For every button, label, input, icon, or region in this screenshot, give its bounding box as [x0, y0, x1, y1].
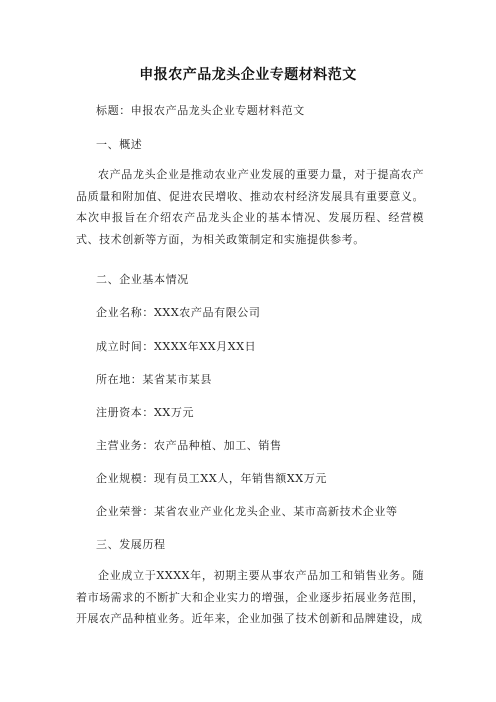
- basic-info-item: 注册资本：XX万元: [96, 406, 195, 419]
- basic-info-item: 成立时间：XXXX年XX月XX日: [96, 340, 257, 353]
- subtitle-line: 标题：申报农产品龙头企业专题材料范文: [96, 104, 305, 117]
- basic-info-item: 主营业务：农产品种植、加工、销售: [96, 439, 282, 452]
- basic-info-item: 企业荣誉：某省农业产业化龙头企业、某市高新技术企业等: [96, 505, 398, 518]
- overview-heading: 一、概述: [96, 138, 143, 151]
- basic-info-item: 企业规模：现有员工XX人，年销售额XX万元: [96, 472, 327, 485]
- basic-info-item: 所在地：某省某市某县: [96, 373, 212, 386]
- overview-paragraph: 农产品龙头企业是推动农业产业发展的重要力量，对于提高农产品质量和附加值、促进农民增收、推动农村经济发展具有重要意义。本次申报旨在介绍农产品龙头企业的基本情况、发展历程、经营模式、技术创新等方面，为相关政策制定和实施提供参考。: [76, 168, 424, 246]
- history-paragraph: 企业成立于XXXX年，初期主要从事农产品加工和销售业务。随着市场需求的不断扩大和企业实力的增强，企业逐步拓展业务范围，开展农产品种植业务。近年来，企业加强了技术创新和品牌建设，成: [76, 569, 424, 625]
- basic-info-item: 企业名称：XXX农产品有限公司: [96, 306, 261, 319]
- document-title: 申报农产品龙头企业专题材料范文: [139, 67, 357, 83]
- history-heading: 三、发展历程: [96, 538, 166, 551]
- basic-info-heading: 二、企业基本情况: [96, 273, 189, 286]
